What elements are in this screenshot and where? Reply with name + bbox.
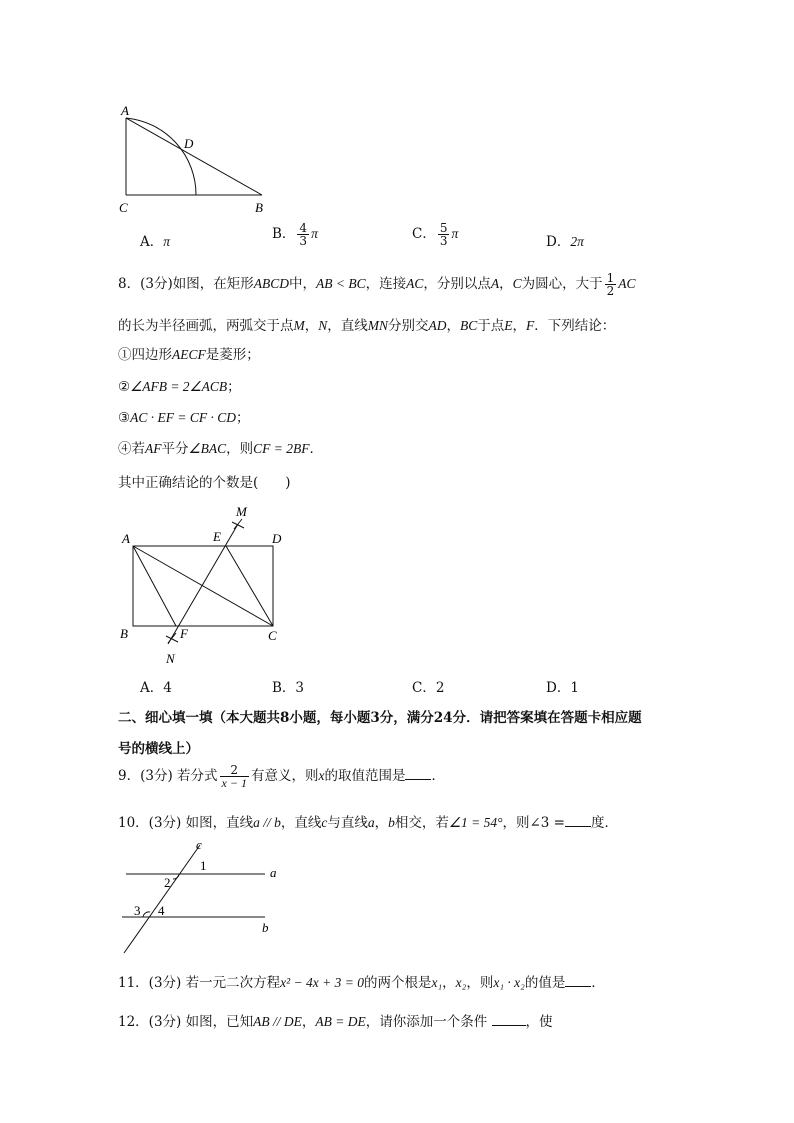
q10-answer-blank[interactable]	[565, 814, 591, 827]
arc-mark-n	[166, 633, 178, 643]
q9-answer-blank[interactable]	[405, 767, 431, 780]
label-n: N	[166, 651, 175, 666]
figure-q7	[110, 100, 290, 220]
label-a: A	[122, 531, 130, 546]
label-b: B	[120, 626, 128, 641]
label-d: D	[184, 136, 194, 151]
q8-option-c: C．2	[412, 680, 445, 696]
segment-ec	[226, 546, 273, 626]
label-f: F	[180, 626, 188, 641]
q8-option-d: D．1	[546, 680, 579, 696]
label-b: b	[262, 920, 269, 935]
q11-answer-blank[interactable]	[565, 974, 591, 987]
label-a: A	[121, 103, 129, 118]
label-1: 1	[200, 858, 207, 873]
angle-arc-3	[143, 912, 150, 917]
q7-option-b	[272, 222, 318, 247]
section-2-heading-line1: 二、细心填一填（本大题共8小题，每小题3分，满分24分．请把答案填在答题卡相应题	[118, 710, 642, 726]
option-suffix: π	[451, 226, 459, 241]
half-fraction: $\frac{1}{2}$	[606, 271, 615, 298]
q8-option-b: B．3	[272, 680, 305, 696]
label-c: C	[268, 628, 277, 643]
q12-line: 12．(3分) 如图，已知AB // DE，AB = DE，请你添加一个条件 ，使	[118, 1014, 553, 1030]
q7-option-d	[546, 230, 584, 250]
q8-conclusion-2: ②∠AFB = 2∠ACB；	[118, 379, 241, 395]
section-2-heading-line2: 号的横线上）	[118, 741, 199, 757]
segment-ab	[126, 118, 262, 195]
q11-line: 11．(3分) 若一元二次方程x² − 4x + 3 = 0的两个根是x₁，x₂，则x₁ · x₂的值是 ．	[118, 975, 605, 991]
label-m: M	[236, 504, 247, 519]
label-e: E	[213, 529, 221, 544]
q8-line1: 8．(3分)如图，在矩形ABCD中，AB < BC，连接AC，分别以点A，C为圆心，大于 $\frac{1}{2}$ AC	[118, 271, 636, 298]
q12-answer-blank[interactable]	[492, 1013, 526, 1026]
q8-conclusion-4: ④若AF平分∠BAC，则CF = 2BF．	[118, 441, 323, 457]
option-letter: D．	[546, 234, 571, 250]
option-letter: B．	[272, 226, 296, 242]
q8-line2: 的长为半径画弧，两弧交于点M，N，直线MN分别交AD，BC于点E，F．下列结论：	[118, 318, 616, 334]
label-c: c	[196, 837, 202, 852]
figure-q8	[110, 500, 310, 670]
option-fraction: $\frac{5}{3}$	[439, 221, 448, 248]
option-letter: A．	[140, 234, 164, 250]
figure-q10	[110, 835, 300, 955]
line-c	[124, 845, 200, 953]
option-value: π	[163, 234, 171, 249]
option-suffix: π	[311, 226, 318, 241]
label-a: a	[270, 865, 277, 880]
q9-line: 9．(3分) 若分式 $\frac{2}{x - 1}$ 有意义，则x的取值范围是 ．	[118, 763, 445, 790]
q10-line: 10．(3分) 如图，直线a // b，直线c与直线a，b相交，若∠1 = 54°，则∠3 = 度．	[118, 815, 618, 831]
q8-option-a: A．4	[140, 680, 172, 696]
q8-conclusion-3: ③AC · EF = CF · CD；	[118, 410, 250, 426]
label-b: B	[255, 200, 263, 215]
q8-question: 其中正确结论的个数是( )	[118, 475, 291, 491]
label-2: 2	[164, 875, 171, 890]
q7-option-a	[140, 230, 170, 250]
arc-mark-m	[232, 519, 244, 529]
arc-ad	[126, 118, 196, 195]
q9-fraction: $\frac{2}{x - 1}$	[221, 763, 247, 790]
label-d: D	[272, 531, 282, 546]
q7-option-c	[412, 222, 458, 247]
option-fraction: $\frac{4}{3}$	[299, 221, 308, 248]
option-value: 2π	[570, 234, 584, 249]
q8-conclusion-1: ①四边形AECF是菱形；	[118, 347, 260, 363]
label-3: 3	[134, 903, 141, 918]
label-4: 4	[158, 903, 165, 918]
label-c: C	[119, 200, 128, 215]
option-letter: C．	[412, 226, 436, 242]
